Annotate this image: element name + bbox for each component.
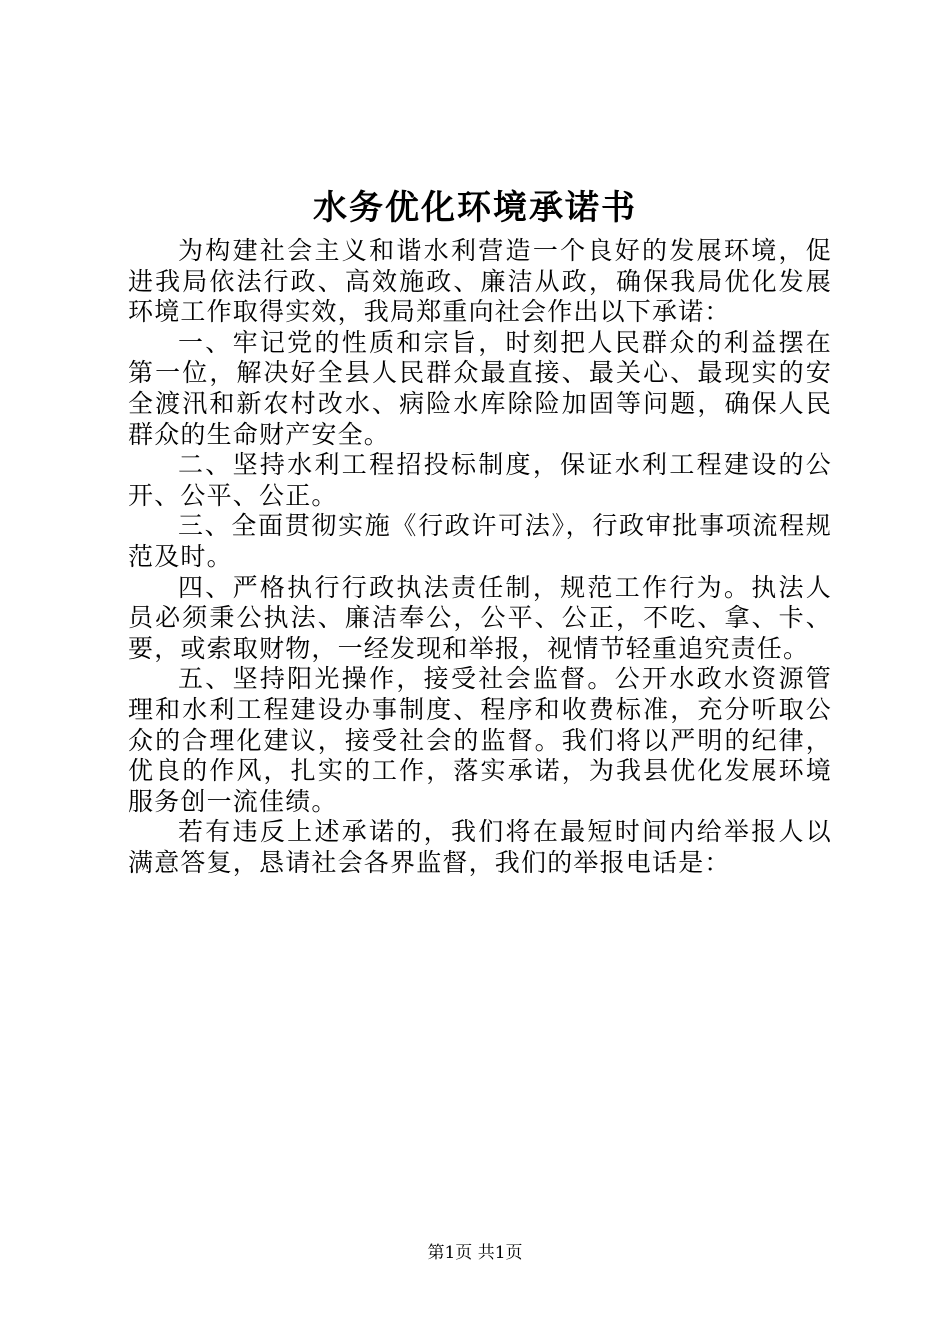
paragraph-intro: 为构建社会主义和谐水利营造一个良好的发展环境，促进我局依法行政、高效施政、廉洁从政，确保我局优化发展环境工作取得实效，我局郑重向社会作出以下承诺： xyxy=(128,236,832,327)
paragraph-commitment-5: 五、坚持阳光操作，接受社会监督。公开水政水资源管理和水利工程建设办事制度、程序和收费标准，充分听取公众的合理化建议，接受社会的监督。我们将以严明的纪律，优良的作风，扎实的工作，落实承诺，为我县优化发展环境服务创一流佳绩。 xyxy=(128,664,832,816)
paragraph-commitment-3: 三、全面贯彻实施《行政许可法》，行政审批事项流程规范及时。 xyxy=(128,511,832,571)
document-title: 水务优化环境承诺书 xyxy=(313,188,637,228)
document-body xyxy=(128,236,832,878)
paragraph-closing: 若有违反上述承诺的，我们将在最短时间内给举报人以满意答复，恳请社会各界监督，我们的举报电话是： xyxy=(128,817,832,877)
page-number-footer: 第1页 共1页 xyxy=(427,1243,523,1263)
paragraph-commitment-1: 一、牢记党的性质和宗旨，时刻把人民群众的利益摆在第一位，解决好全县人民群众最直接、最关心、最现实的安全渡汛和新农村改水、病险水库除险加固等问题，确保人民群众的生命财产安全。 xyxy=(128,327,832,449)
paragraph-commitment-2: 二、坚持水利工程招投标制度，保证水利工程建设的公开、公平、公正。 xyxy=(128,450,832,510)
paragraph-commitment-4: 四、严格执行行政执法责任制，规范工作行为。执法人员必须秉公执法、廉洁奉公，公平、公正，不吃、拿、卡、要，或索取财物，一经发现和举报，视情节轻重追究责任。 xyxy=(128,572,832,663)
